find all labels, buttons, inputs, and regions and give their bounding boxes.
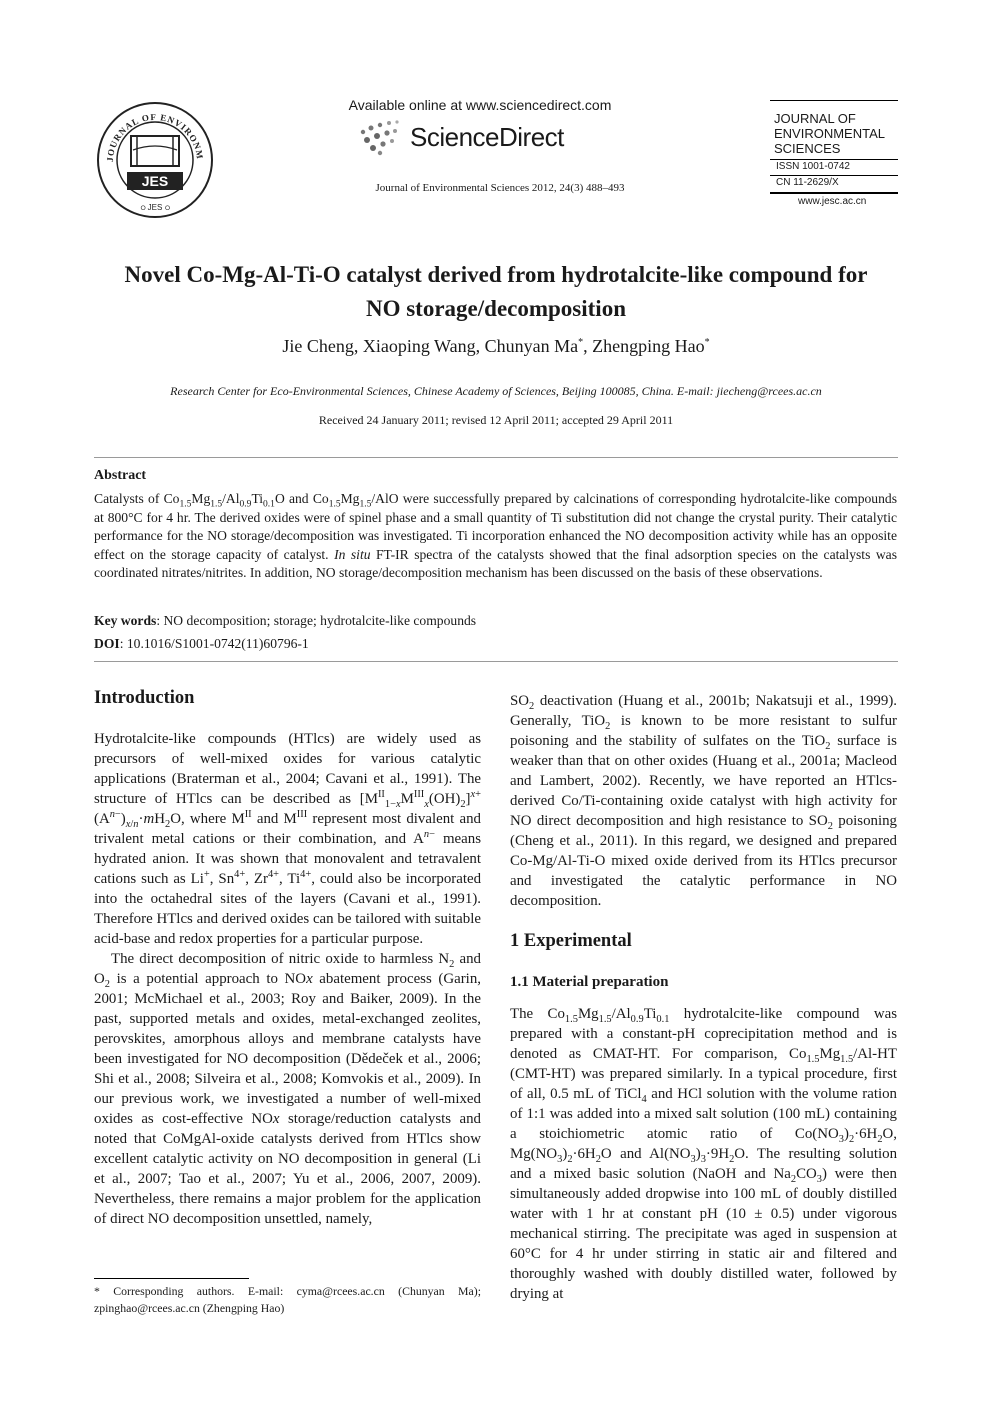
- abstract-text: Catalysts of $Co_{1.5}Mg_{1.5}/Al_{0.9}Ti_{0.1}O$ and $Co_{1.5}Mg_{1.5}$/AlO were successfully prepared by calcinations of corresponding hydrotalcite-like compounds at 800°C for 4 hr. The derived oxides were of spinel phase and a small quantity of Ti substitution did not change the crystal purity. Their catalytic performance for the NO storage/decomposition was investigated. Ti incorporation enhanced the NO decomposition activity while has an opposite effect on the storage capacity of catalyst. In situ FT-IR spectra of the catalysts showed that the final adsorption species on the catalysts was coordinated nitrates/nitrites. In addition, NO storage/decomposition mechanism has been discussed on the basis of these observations.: [94, 491, 897, 580]
- footnote-rule: [94, 1278, 249, 1279]
- svg-text:JOURNAL OF ENVIRONMENTAL SCIEN: JOURNAL OF ENVIRONM: [104, 111, 206, 163]
- issn: ISSN 1001-0742: [776, 161, 850, 172]
- intro-paragraph-2: The direct decomposition of nitric oxide to harmless $N_2$ and $O_2$ is a potential approach to NOx abatement process (Garin, 2001; McMichael et al., 2003; Roy and Baiker, 2009). In the past, supported metals and oxides, metal-exchanged zeolites, perovskites, amorphous alloys and membrane catalysts have been investigated for NO decomposition (Dědeček et al., 2006; Shi et al., 2008; Silveira et al., 2008; Komvokis et al., 2009). In our previous work, we investigated a number of well-mixed oxides as cost-effective NOx storage/reduction catalysts and noted that CoMgAl-oxide catalysts derived from HTlcs show excellent catalytic activity on NO decomposition in general (Li et al., 2007; Tao et al., 2007; Yu et al., 2006, 2007, 2009). Nevertheless, there remains a major problem for the application of direct NO decomposition unsettled, namely,: [94, 951, 481, 1227]
- journal-info-box: [770, 100, 900, 210]
- keywords-text: : NO decomposition; storage; hydrotalcite-like compounds: [156, 613, 477, 628]
- sciencedirect-dots-icon: [355, 118, 415, 158]
- doi: [94, 636, 309, 652]
- affiliation: Research Center for Eco-Environmental Sciences, Chinese Academy of Sciences, Beijing 100085, China. E-mail: jiecheng@rcees.ac.cn: [170, 384, 822, 398]
- journal-name-line-3: SCIENCES: [774, 141, 841, 156]
- left-column: [94, 729, 481, 1229]
- doi-link[interactable]: : 10.1016/S1001-0742(11)60796-1: [119, 636, 309, 651]
- article-dates: Received 24 January 2011; revised 12 April 2011; accepted 29 April 2011: [318, 413, 674, 427]
- experimental-paragraph-1: The $Co_{1.5}Mg_{1.5}/Al_{0.9}Ti_{0.1}$ hydrotalcite-like compound was prepared with a constant-pH coprecipitation method and is denoted as CMAT-HT. For comparison, $Co_{1.5}Mg_{1.5}/Al-HT$ (CMT-HT) was prepared similarly. In a typical procedure, first of all, 0.5 mL of TiCl$_4$ and HCl solution with the volume ration of 1:1 was added into a mixed salt solution (100 mL) containing a stoichiometric atomic ratio of $Co(NO_3)_2\cdot 6H_2O$, $Mg(NO_3)_2\cdot 6H_2O$ and $Al(NO_3)_3\cdot 9H_2O$. The resulting solution and a mixed basic solution (NaOH and $Na_2CO_3$) were then simultaneously added dropwise into 100 mL of doubly distilled water with 1 hr at constant pH (10 ± 0.5) under vigorous mechanical stirring. The precipitate was aged in suspension at 60°C for 4 hr under stirring in static air and filtered and thoroughly washed with doubly distilled water, followed by drying at: [510, 1006, 898, 1302]
- divider-bottom: [94, 661, 898, 662]
- divider-top: [94, 457, 898, 458]
- authors: Jie Cheng, Xiaoping Wang, Chunyan Ma*, Zhengping Hao*: [282, 336, 710, 356]
- available-online-text: Available online at www.sciencedirect.com: [348, 97, 612, 113]
- cn-number: CN 11-2629/X: [776, 177, 839, 188]
- svg-text:ഠ JES ഠ: ഠ JES ഠ: [140, 203, 170, 212]
- title-line-2: NO storage/decomposition: [365, 296, 626, 321]
- right-column-bottom: [510, 1004, 897, 1304]
- sciencedirect-logo: [355, 118, 595, 158]
- article-title: [60, 258, 932, 326]
- intro-paragraph-3: $SO_2$ deactivation (Huang et al., 2001b; Nakatsuji et al., 1999). Generally, TiO$_2$ is known to be more resistant to sulfur poisoning and the stability of sulfates on the TiO$_2$ surface is weaker than that on other oxides (Huang et al., 2001a; Macleod and Lambert, 2002). Recently, we have reported an HTlcs-derived Co/Ti-containing oxide catalyst with high activity for NO direct decomposition and high resistance to $SO_2$ poisoning (Cheng et al., 2011). In this regard, we designed and prepared Co-Mg/Al-Ti-O mixed oxide derived from its HTlcs precursor and investigated the catalytic performance in NO decomposition.: [510, 693, 897, 909]
- introduction-heading: Introduction: [94, 688, 195, 708]
- journal-website-link[interactable]: www.jesc.ac.cn: [798, 196, 867, 207]
- journal-name-line-2: ENVIRONMENTAL: [774, 126, 885, 141]
- keywords-label: Key words: [94, 613, 157, 628]
- doi-label: DOI: [94, 636, 120, 651]
- material-preparation-heading: 1.1 Material preparation: [510, 974, 669, 990]
- abstract-heading: Abstract: [94, 468, 147, 483]
- title-line-1: Novel Co-Mg-Al-Ti-O catalyst derived from hydrotalcite-like compound for: [124, 262, 868, 287]
- footnote: * Corresponding authors. E-mail: cyma@rcees.ac.cn (Chunyan Ma); zpinghao@rcees.ac.cn (Zhengping Hao): [94, 1284, 481, 1315]
- keywords: [94, 613, 476, 629]
- svg-text:JES: JES: [141, 173, 169, 189]
- journal-citation: Journal of Environmental Sciences 2012, 24(3) 488–493: [375, 182, 625, 194]
- journal-name-line-1: JOURNAL OF: [774, 111, 856, 126]
- experimental-heading: 1 Experimental: [510, 931, 632, 951]
- sciencedirect-wordmark: ScienceDirect: [410, 122, 564, 152]
- right-column-top: [510, 691, 897, 911]
- journal-seal-logo: [93, 100, 217, 220]
- intro-paragraph-1: Hydrotalcite-like compounds (HTlcs) are widely used as precursors of well-mixed oxides for various catalytic applications (Braterman et al., 2004; Cavani et al., 1991). The structure of HTlcs can be described as $[M^{II}_{1-x}M^{III}_x(OH)_2]^{x+}(A^{n-})_{x/n}\cdot mH_2O$, where $M^{II}$ and $M^{III}$ represent most divalent and trivalent metal cations or their combination, and $A^{n-}$ means hydrated anion. It was shown that monovalent and tetravalent cations such as Li+, $Sn^{4+}$, $Zr^{4+}$, $Ti^{4+}$, could also be incorporated into the octahedral sites of the layers (Cavani et al., 1991). Therefore HTlcs and derived oxides can be tailored with suitable acid-base and redox properties for a particular purpose.: [94, 731, 482, 947]
